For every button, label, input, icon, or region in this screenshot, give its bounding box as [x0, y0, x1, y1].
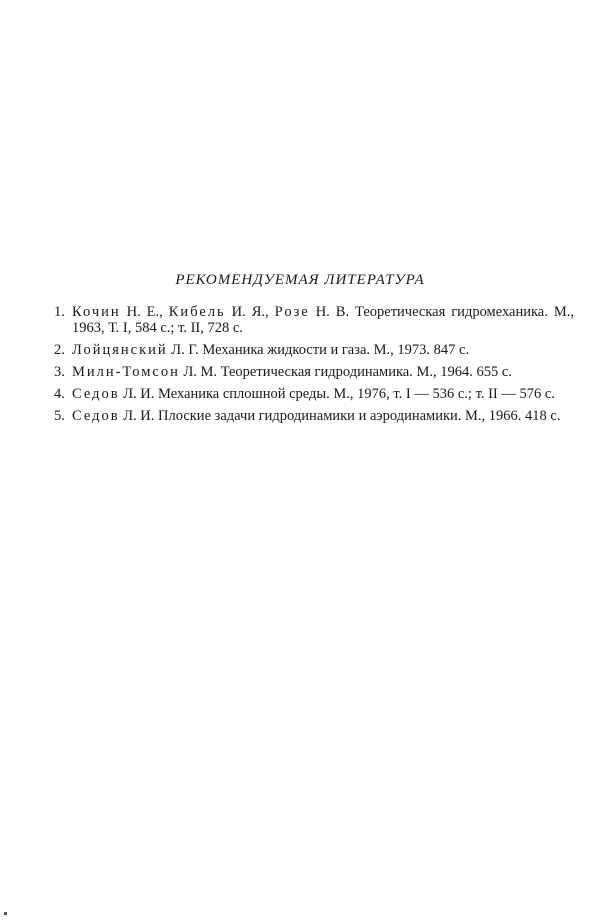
- reference-text: [72, 408, 574, 424]
- reference-text: [72, 364, 574, 380]
- reference-author: Лойцянский: [72, 342, 168, 358]
- reference-number: 3.: [54, 364, 65, 380]
- reference-text: [72, 386, 574, 402]
- reference-number: 5.: [54, 408, 65, 424]
- reference-author: Кибель: [168, 304, 226, 320]
- page-heading: РЕКОМЕНДУЕМАЯ ЛИТЕРАТУРА: [175, 272, 425, 288]
- reference-detail: Л. М. Теоретическая гидродинамика. М., 1964. 655 с.: [179, 364, 512, 380]
- reference-author: Кочин: [72, 304, 121, 320]
- reference-text: [72, 342, 574, 358]
- reference-item: [54, 304, 574, 336]
- reference-item: [54, 408, 574, 424]
- reference-list: [54, 304, 574, 430]
- reference-detail: Л. И. Плоские задачи гидродинамики и аэродинамики. М., 1966. 418 с.: [119, 408, 561, 424]
- reference-detail: И. Я.,: [225, 304, 275, 320]
- reference-author: Розе: [274, 304, 310, 320]
- reference-author: Милн-Томсон: [72, 364, 180, 380]
- reference-detail: Н. В. Теоретическая гидромеханика. М., 1963, Т. I, 584 с.; т. II, 728 с.: [72, 304, 574, 336]
- reference-number: 2.: [54, 342, 65, 358]
- reference-number: 4.: [54, 386, 65, 402]
- reference-item: [54, 342, 574, 358]
- page-corner-mark: [4, 912, 7, 915]
- reference-detail: Н. Е.,: [120, 304, 169, 320]
- reference-detail: Л. Г. Механика жидкости и газа. М., 1973. 847 с.: [167, 342, 470, 358]
- reference-author: Седов: [72, 408, 120, 424]
- reference-item: [54, 364, 574, 380]
- reference-item: [54, 386, 574, 402]
- reference-text: [72, 304, 574, 336]
- reference-author: Седов: [72, 386, 120, 402]
- reference-detail: Л. И. Механика сплошной среды. М., 1976, т. I — 536 с.; т. II — 576 с.: [119, 386, 555, 402]
- reference-number: 1.: [54, 304, 65, 320]
